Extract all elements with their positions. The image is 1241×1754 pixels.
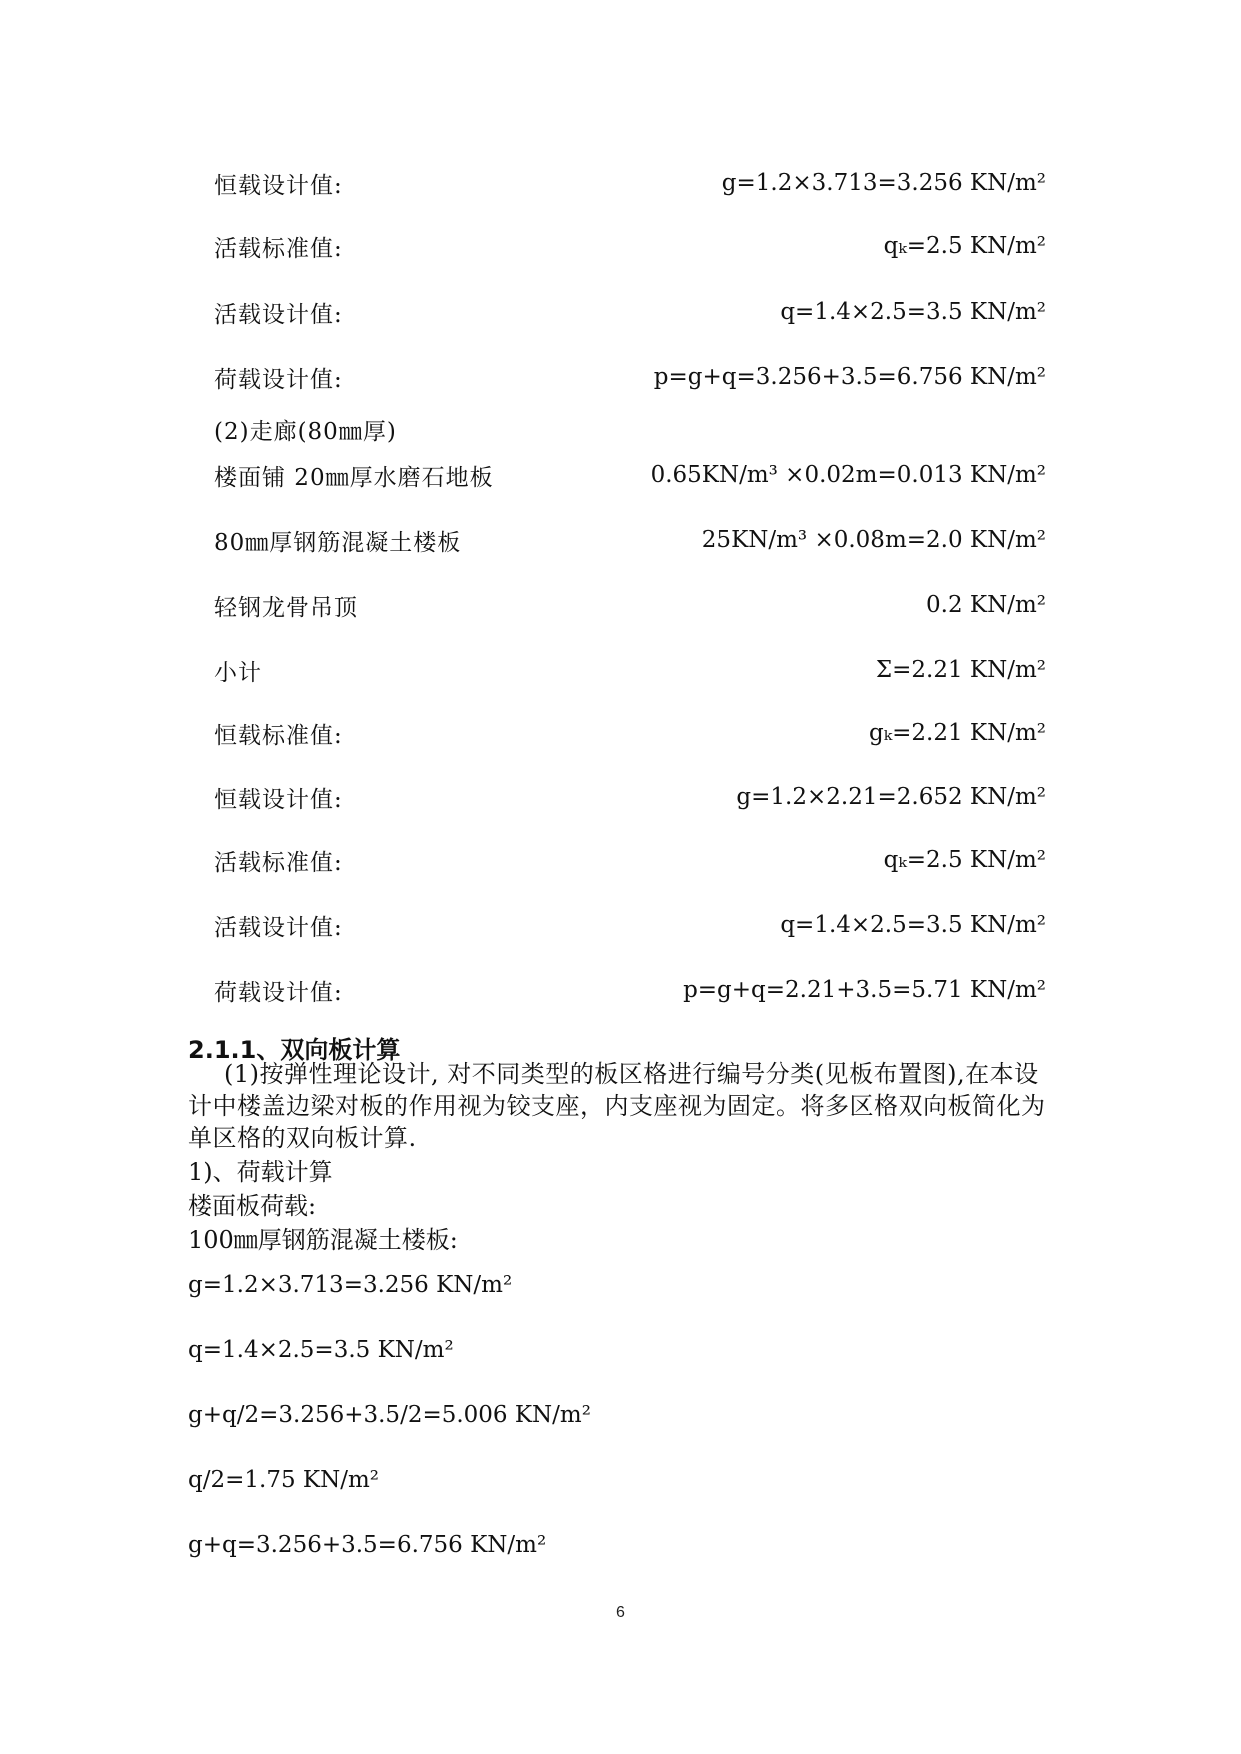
load-row — [214, 650, 1046, 690]
load-value: g=1.2×3.713=3.256 KN/m² — [721, 170, 1046, 196]
load-label: 小计 — [214, 659, 262, 686]
load-value: gₖ=2.21 KN/m² — [869, 720, 1046, 746]
load-label: 恒载标准值: — [214, 722, 343, 749]
load-value: Σ=2.21 KN/m² — [875, 657, 1046, 683]
load-label: 楼面铺 20㎜厚水磨石地板 — [214, 464, 494, 491]
load-row — [214, 357, 1046, 397]
equation-line: g+q/2=3.256+3.5/2=5.006 KN/m² — [188, 1402, 591, 1428]
load-label: 轻钢龙骨吊顶 — [214, 594, 358, 621]
load-row — [214, 777, 1046, 817]
equation-line: g=1.2×3.713=3.256 KN/m² — [188, 1272, 513, 1298]
load-row — [214, 455, 1046, 495]
load-label: 80㎜厚钢筋混凝土楼板 — [214, 529, 462, 556]
equation-line: q=1.4×2.5=3.5 KN/m² — [188, 1337, 454, 1363]
load-row — [214, 163, 1046, 203]
load-value: q=1.4×2.5=3.5 KN/m² — [780, 299, 1046, 325]
text-line: 1)、荷载计算 — [188, 1158, 333, 1186]
load-row — [214, 970, 1046, 1010]
section-heading: 2.1.1、双向板计算 — [188, 1036, 401, 1064]
load-row — [214, 905, 1046, 945]
body-paragraph: (1)按弹性理论设计, 对不同类型的板区格进行编号分类(见板布置图),在本设计中楼盖边梁对板的作用视为铰支座，内支座视为固定。将多区格双向板简化为单区格的双向板计算. — [188, 1060, 1046, 1152]
load-label: 活载标准值: — [214, 235, 343, 262]
load-label: 荷载设计值: — [214, 366, 343, 393]
load-value: qₖ=2.5 KN/m² — [883, 847, 1046, 873]
load-value: p=g+q=3.256+3.5=6.756 KN/m² — [653, 364, 1046, 390]
equation-line: g+q=3.256+3.5=6.756 KN/m² — [188, 1532, 547, 1558]
load-value: 0.65KN/m³ ×0.02m=0.013 KN/m² — [650, 462, 1046, 488]
text-line: 楼面板荷载: — [188, 1192, 317, 1220]
load-value: 0.2 KN/m² — [926, 592, 1046, 618]
load-label: 荷载设计值: — [214, 979, 343, 1006]
load-label: 活载设计值: — [214, 301, 343, 328]
load-row — [214, 292, 1046, 332]
load-label: 恒载设计值: — [214, 786, 343, 813]
load-row — [214, 520, 1046, 560]
load-value: g=1.2×2.21=2.652 KN/m² — [736, 784, 1046, 810]
page-number: 6 — [616, 1604, 625, 1621]
corridor-subheading: (2)走廊(80㎜厚) — [214, 419, 397, 445]
load-value: qₖ=2.5 KN/m² — [883, 233, 1046, 259]
load-row — [214, 713, 1046, 753]
load-row — [214, 585, 1046, 625]
load-row — [214, 226, 1046, 266]
load-label: 活载设计值: — [214, 914, 343, 941]
load-value: q=1.4×2.5=3.5 KN/m² — [780, 912, 1046, 938]
load-label: 恒载设计值: — [214, 172, 343, 199]
load-value: 25KN/m³ ×0.08m=2.0 KN/m² — [701, 527, 1046, 553]
equation-line: q/2=1.75 KN/m² — [188, 1467, 379, 1493]
load-row — [214, 840, 1046, 880]
load-label: 活载标准值: — [214, 849, 343, 876]
text-line: 100㎜厚钢筋混凝土楼板: — [188, 1226, 458, 1254]
load-value: p=g+q=2.21+3.5=5.71 KN/m² — [683, 977, 1046, 1003]
